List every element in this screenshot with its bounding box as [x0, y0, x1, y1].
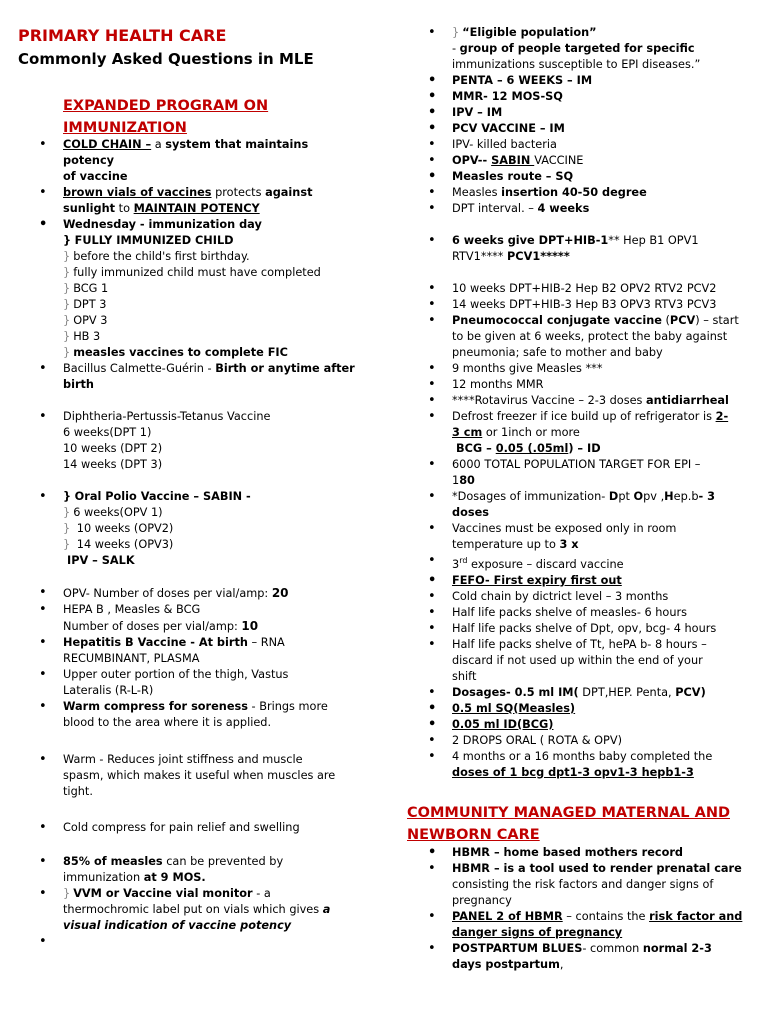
left-list-bcg: [63, 361, 363, 393]
list-item-ipv-killed: • IPV- killed bacteria: [452, 137, 752, 153]
list-item-warm-compress: • Warm compress for soreness - Brings more blood to the area where it is applied.: [63, 699, 363, 731]
fic-item: } BCG 1: [63, 282, 109, 295]
left-list-measles: [63, 854, 363, 950]
left-list-warm: [63, 752, 363, 800]
fic-title: } FULLY IMMUNIZED CHILD: [63, 234, 234, 247]
section-heading-epi: EXPANDED PROGRAM ON IMMUNIZATION: [63, 98, 269, 136]
right-list: [452, 25, 752, 217]
list-item-half-tt: • Half life packs shelve of Tt, hePA b- 8 hours – discard if not used up within the end of your shift: [452, 637, 752, 685]
opv-title: • } Oral Polio Vaccine – SABIN -: [63, 489, 363, 505]
opv-item: } 14 weeks (OPV3): [63, 538, 174, 551]
page-subtitle: Commonly Asked Questions in MLE: [18, 50, 314, 68]
list-item-eligible: • } “Eligible population” - group of people targeted for specific immunizations susceptible to EPI diseases.”: [452, 25, 752, 73]
list-item-hepa: • HEPA B , Measles & BCG Number of doses per vial/amp: 10: [63, 602, 363, 635]
left-list-dpt: [63, 409, 363, 473]
list-item-brown-vials: • brown vials of vaccines protects against sunlight to MAINTAIN POTENCY: [63, 185, 363, 217]
opv-item: } 10 weeks (OPV2): [63, 522, 174, 535]
page-title: PRIMARY HEALTH CARE: [18, 26, 227, 45]
list-item-fefo: • FEFO- First expiry first out: [452, 573, 752, 589]
section-heading-cmmnc: COMMUNITY MANAGED MATERNAL AND NEWBORN CARE: [407, 805, 730, 843]
fic-item: } before the child's first birthday.: [63, 250, 250, 263]
right-list-more: [452, 281, 752, 781]
left-list-doses: [63, 585, 363, 731]
list-item-wednesday: • Wednesday - immunization day: [63, 217, 363, 233]
list-item-room-temp: • Vaccines must be exposed only in room temperature up to 3 x: [452, 521, 752, 553]
list-item-cold-chain-level: • Cold chain by dictrict level – 3 months: [452, 589, 752, 605]
bcg-dose: BCG – 0.05 (.05ml) – ID: [456, 442, 601, 455]
list-item-warm: • Warm - Reduces joint stiffness and muscle spasm, which makes it useful when muscles are tight.: [63, 752, 363, 800]
right-list-schedule: [452, 233, 752, 265]
dpt-item: 6 weeks(DPT 1): [63, 426, 152, 439]
list-item-oral: • 2 DROPS ORAL ( ROTA & OPV): [452, 733, 752, 749]
list-item-four-months: • 4 months or a 16 months baby completed the doses of 1 bcg dpt1-3 opv1-3 hepb1-3: [452, 749, 752, 781]
list-item-defrost: • Defrost freezer if ice build up of refrigerator is 2- 3 cm or 1inch or more: [452, 409, 752, 441]
list-item-population: • 6000 TOTAL POPULATION TARGET FOR EPI – 180: [452, 457, 752, 489]
list-item-dpt-interval: • DPT interval. – 4 weeks: [452, 201, 752, 217]
list-item-measles-ins: • Measles insertion 40-50 degree: [452, 185, 752, 201]
list-item-opv-sabin: • OPV-- SABIN VACCINE: [452, 153, 752, 169]
list-item-dosages-imm: • *Dosages of immunization- Dpt Opv ,Hep.b- 3 doses: [452, 489, 752, 521]
fic-item: } OPV 3: [63, 314, 108, 327]
left-list: [63, 137, 363, 361]
list-item-nine-months: • 9 months give Measles ***: [452, 361, 752, 377]
list-item-cold-chain: • COLD CHAIN – a system that maintains potency of vaccine: [63, 137, 363, 185]
list-item-third: • 3rd exposure – discard vaccine: [452, 553, 752, 573]
list-item-penta: • PENTA – 6 WEEKS – IM: [452, 73, 752, 89]
list-item-hepb: • Hepatitis B Vaccine - At birth – RNA RECUMBINANT, PLASMA: [63, 635, 363, 667]
list-item-vvm: • } VVM or Vaccine vial monitor - a thermochromic label put on vials which gives a visual indication of vaccine potency: [63, 886, 363, 934]
list-item-id: • 0.05 ml ID(BCG): [452, 717, 752, 733]
list-item-rotavirus: • ****Rotavirus Vaccine – 2-3 doses antidiarrheal: [452, 393, 752, 409]
list-item-pcv-full: • Pneumococcal conjugate vaccine (PCV) – start to be given at 6 weeks, protect the baby against pneumonia; safe to mother and baby: [452, 313, 752, 361]
ipv-salk: IPV – SALK: [67, 554, 135, 567]
list-item-hbmr-tool: • HBMR – is a tool used to render prenatal care consisting the risk factors and danger signs of pregnancy: [452, 861, 752, 909]
fic-item: } DPT 3: [63, 298, 107, 311]
list-item-fourteen-weeks: • 14 weeks DPT+HIB-3 Hep B3 OPV3 RTV3 PCV3: [452, 297, 752, 313]
left-list-cold: [63, 820, 363, 836]
fic-item: } HB 3: [63, 330, 101, 343]
list-item-dosages-im: • Dosages- 0.5 ml IM( DPT,HEP. Penta, PCV): [452, 685, 752, 701]
list-item-sq: • 0.5 ml SQ(Measles): [452, 701, 752, 717]
list-item-half-measles: • Half life packs shelve of measles- 6 hours: [452, 605, 752, 621]
list-item-ten-weeks: • 10 weeks DPT+HIB-2 Hep B2 OPV2 RTV2 PCV2: [452, 281, 752, 297]
list-item-upper: • Upper outer portion of the thigh, Vastus Lateralis (R-L-R): [63, 667, 363, 699]
list-item-postpartum: • POSTPARTUM BLUES- common normal 2-3 days postpartum,: [452, 941, 752, 973]
dpt-title: • Diphtheria-Pertussis-Tetanus Vaccine: [63, 409, 363, 425]
right-list-cmmnc: [452, 845, 752, 973]
list-item-measles-route: • Measles route – SQ: [452, 169, 752, 185]
list-item-empty: [63, 934, 363, 950]
list-item-measles85: • 85% of measles can be prevented by immunization at 9 MOS.: [63, 854, 363, 886]
left-list-opv: [63, 489, 363, 569]
list-item-ipv: • IPV – IM: [452, 105, 752, 121]
dpt-item: 14 weeks (DPT 3): [63, 458, 163, 471]
list-item-panel: • PANEL 2 of HBMR – contains the risk factor and danger signs of pregnancy: [452, 909, 752, 941]
list-item-six-weeks: • 6 weeks give DPT+HIB-1** Hep B1 OPV1 RTV1**** PCV1*****: [452, 233, 752, 265]
list-item-bcg: • Bacillus Calmette-Guérin - Birth or anytime after birth: [63, 361, 363, 393]
list-item-mmr: • MMR- 12 MOS-SQ: [452, 89, 752, 105]
list-item-pcv: • PCV VACCINE – IM: [452, 121, 752, 137]
list-item-hbmr: • HBMR – home based mothers record: [452, 845, 752, 861]
list-item-opv-doses: • OPV- Number of doses per vial/amp: 20: [63, 585, 363, 602]
list-item-half-dpt: • Half life packs shelve of Dpt, opv, bcg- 4 hours: [452, 621, 752, 637]
fic-measles: } measles vaccines to complete FIC: [63, 346, 288, 359]
dpt-item: 10 weeks (DPT 2): [63, 442, 163, 455]
fic-item: } fully immunized child must have completed: [63, 266, 321, 279]
list-item-cold: • Cold compress for pain relief and swelling: [63, 820, 363, 836]
opv-item: } 6 weeks(OPV 1): [63, 506, 163, 519]
list-item-twelve-months: • 12 months MMR: [452, 377, 752, 393]
